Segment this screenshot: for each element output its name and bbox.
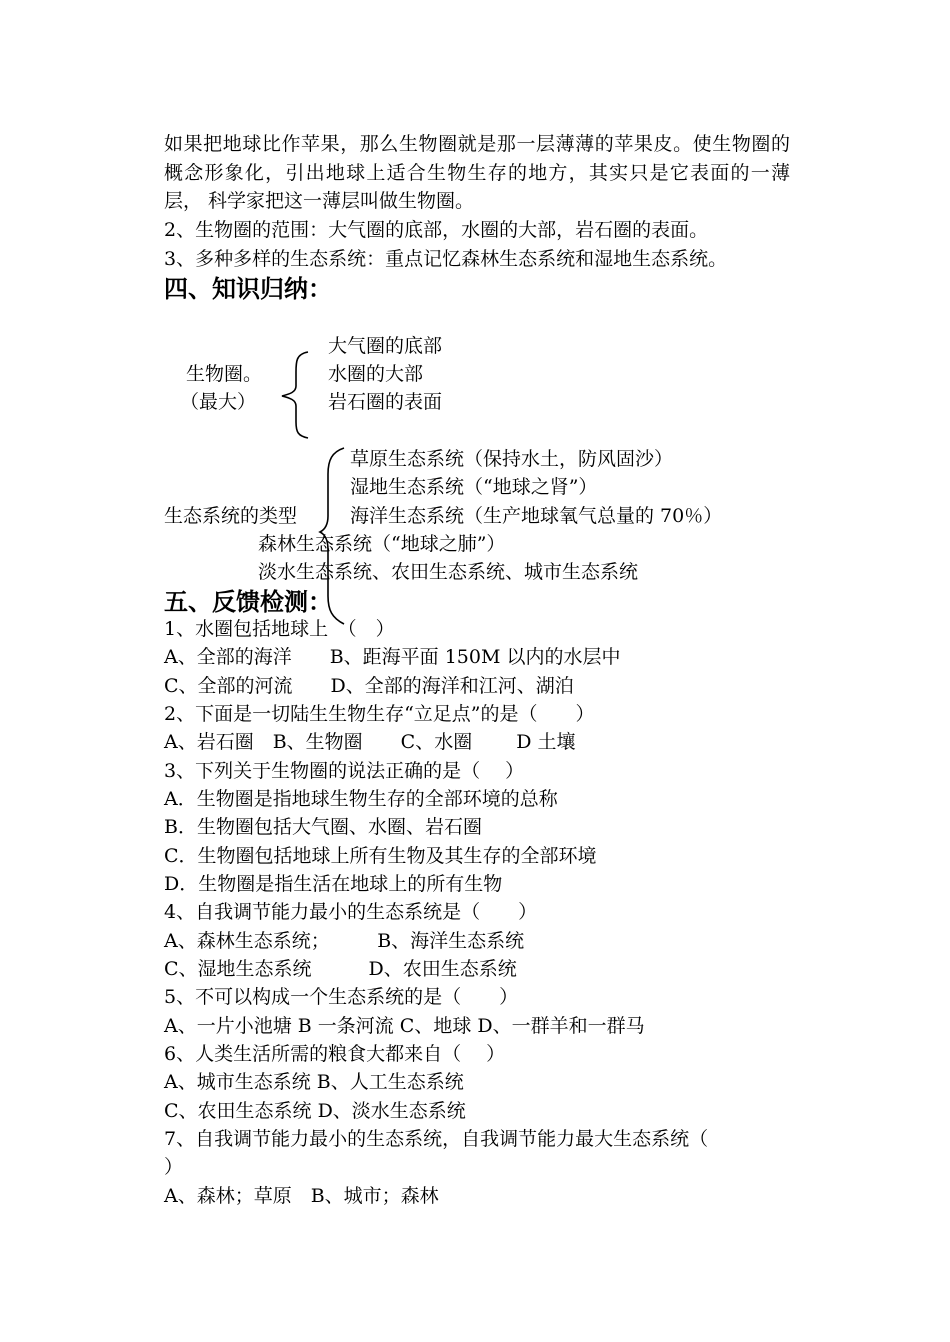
quiz-line: A．生物圈是指地球生物生存的全部环境的总称 xyxy=(164,788,558,810)
quiz-line: D．生物圈是指生活在地球上的所有生物 xyxy=(164,873,503,895)
quiz-line: A、森林；草原 B、城市；森林 xyxy=(164,1185,439,1207)
quiz-line: 4、自我调节能力最小的生态系统是（ ） xyxy=(164,901,538,923)
quiz-line: A、岩石圈 B、生物圈 C、水圈 D 土壤 xyxy=(164,731,576,753)
ecosystem-item-freshwater-farm-city: 淡水生态系统、农田生态系统、城市生态系统 xyxy=(258,561,639,583)
quiz-line: 3、下列关于生物圈的说法正确的是（ ） xyxy=(164,760,525,782)
section-5-heading: 五、反馈检测： xyxy=(164,588,332,616)
quiz-line: A、一片小池塘 B 一条河流 C、地球 D、一群羊和一群马 xyxy=(164,1015,645,1037)
intro-paragraph: 如果把地球比作苹果，那么生物圈就是那一层薄薄的苹果皮。使生物圈的 概念形象化，引出地球上适合生物生存的地方，其实只是它表面的一薄层， 科学家把这一薄层叫做生物圈。 xyxy=(164,133,790,212)
quiz-line: 6、人类生活所需的粮食大都来自（ ） xyxy=(164,1043,506,1065)
quiz-line: 1、水圈包括地球上 （ ） xyxy=(164,618,395,640)
quiz-line: 5、不可以构成一个生态系统的是（ ） xyxy=(164,986,519,1008)
point-2-biosphere-range: 2、生物圈的范围：大气圈的底部，水圈的大部，岩石圈的表面。 xyxy=(164,219,709,241)
biosphere-item-lithosphere: 岩石圈的表面 xyxy=(328,391,443,413)
biosphere-note: （最大） xyxy=(180,391,257,413)
biosphere-label: 生物圈。 xyxy=(186,363,263,385)
quiz-line: 2、下面是一切陆生生物生存“立足点”的是（ ） xyxy=(164,703,595,725)
section-4-heading: 四、知识归纳： xyxy=(164,275,332,303)
quiz-line: A、森林生态系统； B、海洋生态系统 xyxy=(164,930,525,952)
ecosystem-item-grassland: 草原生态系统（保持水土，防风固沙） xyxy=(350,448,674,470)
quiz-line: 7、自我调节能力最小的生态系统，自我调节能力最大生态系统（ xyxy=(164,1128,709,1150)
quiz-line: A、城市生态系统 B、人工生态系统 xyxy=(164,1071,464,1093)
biosphere-brace xyxy=(278,350,312,440)
biosphere-item-hydrosphere: 水圈的大部 xyxy=(328,363,424,385)
ecosystem-item-wetland: 湿地生态系统（“地球之肾”） xyxy=(350,476,598,498)
ecosystem-item-forest: 森林生态系统（“地球之肺”） xyxy=(258,533,506,555)
quiz-line: ） xyxy=(164,1156,184,1178)
ecosystem-item-ocean: 海洋生态系统（生产地球氧气总量的 70％） xyxy=(350,505,723,527)
quiz-line: B．生物圈包括大气圈、水圈、岩石圈 xyxy=(164,816,482,838)
quiz-line: C、全部的河流 D、全部的海洋和江河、湖泊 xyxy=(164,675,574,697)
quiz-line: C、农田生态系统 D、淡水生态系统 xyxy=(164,1100,466,1122)
biosphere-item-atmosphere: 大气圈的底部 xyxy=(328,335,443,357)
point-3-ecosystem-diversity: 3、多种多样的生态系统：重点记忆森林生态系统和湿地生态系统。 xyxy=(164,248,728,270)
quiz-line: C．生物圈包括地球上所有生物及其生存的全部环境 xyxy=(164,845,597,867)
quiz-line: C、湿地生态系统 D、农田生态系统 xyxy=(164,958,517,980)
quiz-line: A、全部的海洋 B、距海平面 150M 以内的水层中 xyxy=(164,646,621,668)
ecosystem-types-label: 生态系统的类型 xyxy=(164,505,298,527)
